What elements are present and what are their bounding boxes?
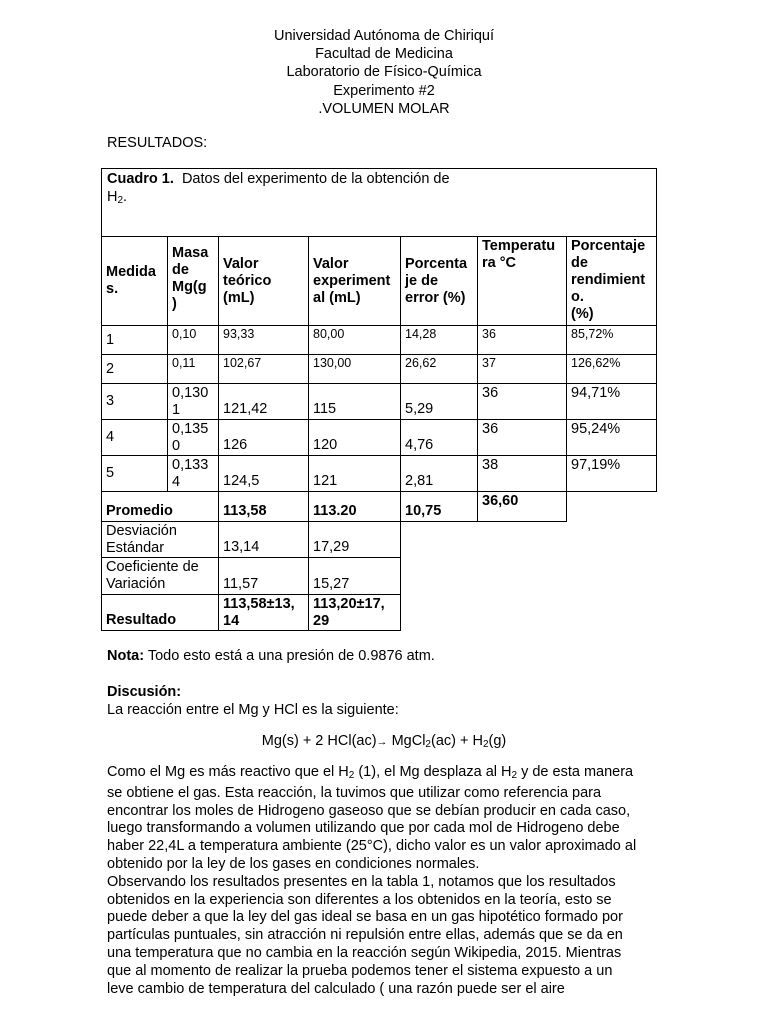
equation-part: MgCl: [387, 733, 426, 749]
header-medidas: [101, 236, 168, 326]
cell-exp: 80,00: [308, 325, 401, 355]
results-label: RESULTADOS:: [107, 135, 208, 151]
lab-name: Laboratorio de Físico-Química: [286, 64, 482, 81]
cell-value: 11,57: [223, 576, 259, 592]
equation-sub: 2: [425, 739, 431, 750]
document-header: [0, 27, 768, 118]
caption-text: Datos del experimento de la obtención de: [181, 171, 450, 187]
chemical-equation: [0, 733, 768, 754]
cell-n: 3: [101, 383, 168, 420]
header-line: s.: [106, 281, 119, 297]
body-sub: 2: [348, 770, 355, 781]
cell-exp: [308, 455, 401, 492]
arrow-icon: →: [376, 736, 388, 748]
body-line: que al momento de realizar la prueba podemos tener el sistema expuesto a un: [107, 962, 613, 979]
experiment-number: Experimento #2: [333, 82, 435, 99]
body-line: partículas puntuales, sin atracción ni repulsión entre ellas, además que se da en: [107, 927, 623, 944]
note-paragraph: [107, 648, 667, 666]
header-teorico: [218, 236, 309, 326]
body-line: obtenidos en la experiencia son diferentes a los obtenidos en la teoría, esto se: [107, 891, 612, 908]
university-name: Universidad Autónoma de Chiriquí: [273, 28, 495, 44]
caption-sub: 2: [117, 195, 124, 206]
cell-error: [400, 419, 478, 456]
body-text: (1), el Mg desplaza al H: [354, 764, 512, 780]
header-line: Valor: [223, 255, 259, 272]
cell-teorico: 102,67: [218, 354, 309, 384]
promedio-exp: [308, 491, 401, 522]
cell-line: Estándar: [106, 540, 165, 556]
resultado-teorico: [218, 594, 309, 631]
experiment-title: .VOLUMEN MOLAR: [318, 100, 450, 117]
cell-masa: [167, 419, 219, 456]
cell-teorico: [218, 419, 309, 456]
cell-masa: [167, 455, 219, 492]
cell-temp: 37: [477, 354, 567, 384]
discussion-intro: La reacción entre el Mg y HCl es la siguiente:: [107, 702, 399, 718]
discussion-title: Discusión:: [107, 684, 182, 700]
body-line: Observando los resultados presentes en la tabla 1, notamos que los resultados: [107, 873, 616, 890]
resultado-exp: [308, 594, 401, 631]
cell-value: 17,29: [313, 539, 350, 555]
header-line: Medida: [106, 264, 156, 280]
promedio-teorico: [218, 491, 309, 522]
cell-error: 26,62: [400, 354, 478, 384]
header-line: de: [571, 255, 588, 271]
body-line: puede deber a que la ley del gas ideal se basa en un gas hipotético formado por: [107, 909, 623, 926]
cell-rend: 97,19%: [566, 455, 657, 492]
header-line: rendimient: [571, 272, 646, 288]
body-line: obtenido por la ley de los gases en condiciones normales.: [107, 855, 480, 872]
coeficiente-teorico: [218, 557, 309, 595]
coeficiente-label: [101, 557, 219, 595]
header-line: ra °C: [482, 255, 517, 271]
cell-value: 10,75: [405, 503, 442, 519]
cell-rend: 94,71%: [566, 383, 657, 420]
header-line: Mg(g: [172, 279, 207, 295]
cell-line: Variación: [106, 576, 166, 592]
cell-error: [400, 455, 478, 492]
cell-line: 113,20±17,: [313, 596, 385, 612]
promedio-temp: 36,60: [477, 491, 567, 522]
header-temperatura: [477, 236, 567, 326]
desviacion-teorico: [218, 521, 309, 558]
table-caption: [101, 168, 657, 237]
cell-value: 124,5: [223, 473, 260, 489]
header-line: teórico: [223, 272, 272, 289]
cell-value: 121: [313, 473, 338, 489]
equation-part: (g): [488, 733, 507, 749]
cell-value: 121,42: [223, 401, 268, 417]
cell-line: 14: [223, 613, 240, 629]
cell-error: 14,28: [400, 325, 478, 355]
header-rendimiento: [566, 236, 657, 326]
cell-rend: 126,62%: [566, 354, 657, 384]
cell-exp: [308, 419, 401, 456]
promedio-error: [400, 491, 478, 522]
body-line: luego transformando a volumen utilizando que por cada mol de Hidrogeno debe: [107, 820, 620, 837]
cell-line: 0,133: [172, 457, 209, 473]
cell-value: Promedio: [106, 503, 173, 519]
header-line: de: [172, 262, 189, 278]
cell-value: 120: [313, 437, 338, 453]
cell-n: 5: [101, 455, 168, 492]
cell-value: 5,29: [405, 401, 434, 417]
desviacion-label: [101, 521, 219, 558]
cell-masa: [167, 383, 219, 420]
header-line: al (mL): [313, 289, 361, 306]
equation-sub: 2: [482, 739, 489, 750]
header-line: (%): [571, 306, 594, 322]
cell-line: 0,135: [172, 421, 209, 437]
cell-value: 13,14: [223, 539, 260, 555]
cell-value: 126: [223, 437, 248, 453]
cell-value: 2,81: [405, 473, 434, 489]
desviacion-exp: [308, 521, 401, 558]
body-line: haber 22,4L a temperatura ambiente (25°C), dicho valor es un valor aproximado al: [107, 838, 637, 855]
cell-line: Desviación: [106, 523, 177, 539]
cell-value: Resultado: [106, 612, 177, 628]
cell-n: 2: [101, 354, 168, 384]
cell-value: 113.20: [313, 503, 357, 519]
cell-temp: 36: [477, 325, 567, 355]
cell-value: 113,58: [223, 503, 267, 519]
body-line: [107, 764, 667, 785]
header-error: [400, 236, 478, 326]
cell-teorico: 93,33: [218, 325, 309, 355]
equation-part: Mg(s) + 2 HCl(ac): [261, 733, 377, 749]
cell-value: 15,27: [313, 576, 350, 592]
header-line: (mL): [223, 289, 255, 306]
cell-rend: 95,24%: [566, 419, 657, 456]
header-masa: [167, 236, 219, 326]
cell-line: 0: [172, 438, 181, 454]
resultado-label: [101, 594, 219, 631]
cell-n: 4: [101, 419, 168, 456]
body-text: Como el Mg es más reactivo que el H: [107, 764, 349, 780]
coeficiente-exp: [308, 557, 401, 595]
cell-n: 1: [101, 325, 168, 355]
cell-line: 113,58±13,: [223, 596, 295, 612]
header-line: experiment: [313, 272, 391, 289]
header-line: error (%): [405, 289, 466, 306]
faculty-name: Facultad de Medicina: [315, 46, 453, 63]
cell-teorico: [218, 383, 309, 420]
cell-teorico: [218, 455, 309, 492]
discussion-body: [107, 764, 667, 998]
body-line: una temperatura que no cambia en la reacción según Wikipedia, 2015. Mientras: [107, 944, 622, 961]
cell-line: 1: [172, 402, 181, 418]
body-line: se obtiene el gas. Esta reacción, la tuvimos que utilizar como referencia para: [107, 784, 602, 801]
cell-value: 4,76: [405, 437, 434, 453]
header-line: Valor: [313, 255, 349, 272]
cell-masa: 0,10: [167, 325, 219, 355]
header-line: Masa: [172, 245, 209, 261]
header-line: je de: [405, 272, 439, 289]
caption-end: .: [123, 189, 128, 205]
cell-error: [400, 383, 478, 420]
note-label: Nota:: [107, 648, 145, 664]
body-text: y de esta manera: [517, 764, 634, 780]
cell-temp: 38: [477, 455, 567, 492]
header-line: Porcenta: [405, 255, 468, 272]
header-line: ): [172, 296, 177, 312]
cell-line: 29: [313, 613, 330, 629]
header-experimental: [308, 236, 401, 326]
equation-part: (ac) + H: [430, 733, 483, 749]
cell-line: Coeficiente de: [106, 559, 199, 575]
cell-temp: 36: [477, 419, 567, 456]
cell-temp: 36: [477, 383, 567, 420]
promedio-label: [101, 491, 219, 522]
header-line: Temperatu: [482, 238, 556, 254]
body-sub: 2: [511, 770, 518, 781]
cell-masa: 0,11: [167, 354, 219, 384]
body-line: leve cambio de temperatura del calculado ( una razón puede ser el aire: [107, 980, 565, 997]
header-line: o.: [571, 289, 584, 305]
cell-exp: 130,00: [308, 354, 401, 384]
caption-h: H: [107, 189, 118, 205]
cell-exp: [308, 383, 401, 420]
body-line: encontrar los moles de Hidrogeno gaseoso que se debían producir en cada caso,: [107, 802, 631, 819]
cell-rend: 85,72%: [566, 325, 657, 355]
caption-label: Cuadro 1.: [107, 171, 174, 187]
note-text: Todo esto está a una presión de 0.9876 atm.: [144, 648, 435, 664]
cell-line: 0,130: [172, 385, 209, 401]
cell-line: 4: [172, 474, 181, 490]
header-line: Porcentaje: [571, 238, 646, 254]
cell-value: 115: [313, 401, 337, 417]
